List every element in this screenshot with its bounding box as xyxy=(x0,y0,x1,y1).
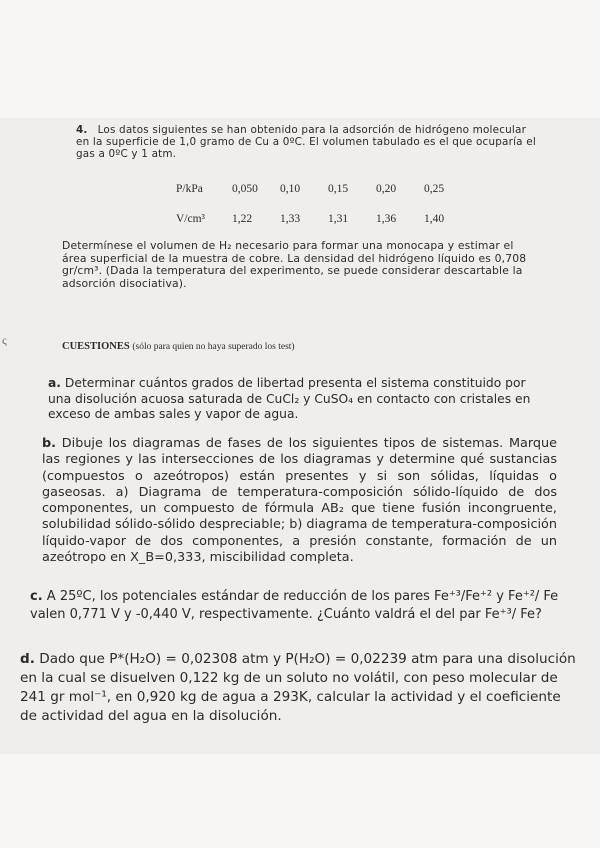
question-a-text: Determinar cuántos grados de libertad presenta el sistema constituido por una disolución acuosa saturada de CuCl₂ y CuSO₄ en contacto con cristales en exceso de ambas sales y vapor de agua. xyxy=(48,376,531,421)
question-4-task: Determínese el volumen de H₂ necesario para formar una monocapa y estimar el área superficial de la muestra de cobre. La densidad del hidrógeno líquido es 0,708 gr/cm³. (Dada la temperatura del experimento, se puede considerar descartable la adsorción disociativa). xyxy=(62,239,527,290)
pressure-cell: 0,20 xyxy=(376,183,397,195)
question-d xyxy=(20,650,580,726)
pressure-cell: 0,050 xyxy=(232,183,258,195)
volume-cell: 1,22 xyxy=(232,213,253,225)
question-c-text: A 25ºC, los potenciales estándar de reducción de los pares Fe⁺³/Fe⁺² y Fe⁺²/ Fe valen 0,771 V y -0,440 V, respectivamente. ¿Cuánto valdrá el del par Fe⁺³/ Fe? xyxy=(30,589,559,622)
question-b xyxy=(42,436,557,566)
question-c-label: c. xyxy=(30,589,43,604)
pressure-cell: 0,15 xyxy=(328,183,349,195)
volume-cell: 1,31 xyxy=(328,213,349,225)
volume-cell: 1,33 xyxy=(280,213,301,225)
adsorption-table xyxy=(176,178,472,238)
cuestiones-title: CUESTIONES xyxy=(62,341,130,352)
volume-header: V/cm³ xyxy=(176,213,205,225)
question-c xyxy=(30,588,570,624)
margin-mark: ς xyxy=(2,333,7,347)
cuestiones-subtitle: (sólo para quien no haya superado los test) xyxy=(132,342,295,352)
pressure-cell: 0,25 xyxy=(424,183,445,195)
question-4-text: Los datos siguientes se han obtenido para la adsorción de hidrógeno molecular en la superficie de 1,0 gramo de Cu a 0ºC. El volumen tabulado es el que ocuparía el gas a 0ºC y 1 atm. xyxy=(76,124,536,160)
question-4 xyxy=(76,124,538,160)
question-d-label: d. xyxy=(20,651,35,667)
volume-row xyxy=(176,208,472,230)
question-b-label: b. xyxy=(42,436,57,451)
question-d-text: Dado que P*(H₂O) = 0,02308 atm y P(H₂O) = 0,02239 atm para una disolución en la cual se disuelven 0,122 kg de un soluto no volátil, con peso molecular de 241 gr mol⁻¹, en 0,920 kg de agua a 293K, calcular la actividad y el coeficiente de actividad del agua en la disolución. xyxy=(20,651,576,724)
question-a-label: a. xyxy=(48,376,61,390)
pressure-cell: 0,10 xyxy=(280,183,301,195)
question-4-number: 4. xyxy=(76,124,88,136)
pressure-row xyxy=(176,178,472,200)
question-a xyxy=(48,376,548,423)
cuestiones-heading xyxy=(62,341,295,352)
pressure-header: P/kPa xyxy=(176,183,203,195)
question-b-text: Dibuje los diagramas de fases de los siguientes tipos de sistemas. Marque las regiones y las intersecciones de los diagramas y determine qué sustancias (compuestos o azeótropos) están presentes y si son sólidas, líquidas o gaseosas. a) Diagrama de temperatura-composición sólido-líquido de dos componentes, un compuesto de fórmula AB₂ que tiene fusión incongruente, solubilidad sólido-sólido despreciable; b) diagrama de temperatura-composición líquido-vapor de dos componentes, a presión constante, formación de un azeótropo en X_B=0,333, miscibilidad completa. xyxy=(42,436,557,566)
volume-cell: 1,40 xyxy=(424,213,445,225)
volume-cell: 1,36 xyxy=(376,213,397,225)
